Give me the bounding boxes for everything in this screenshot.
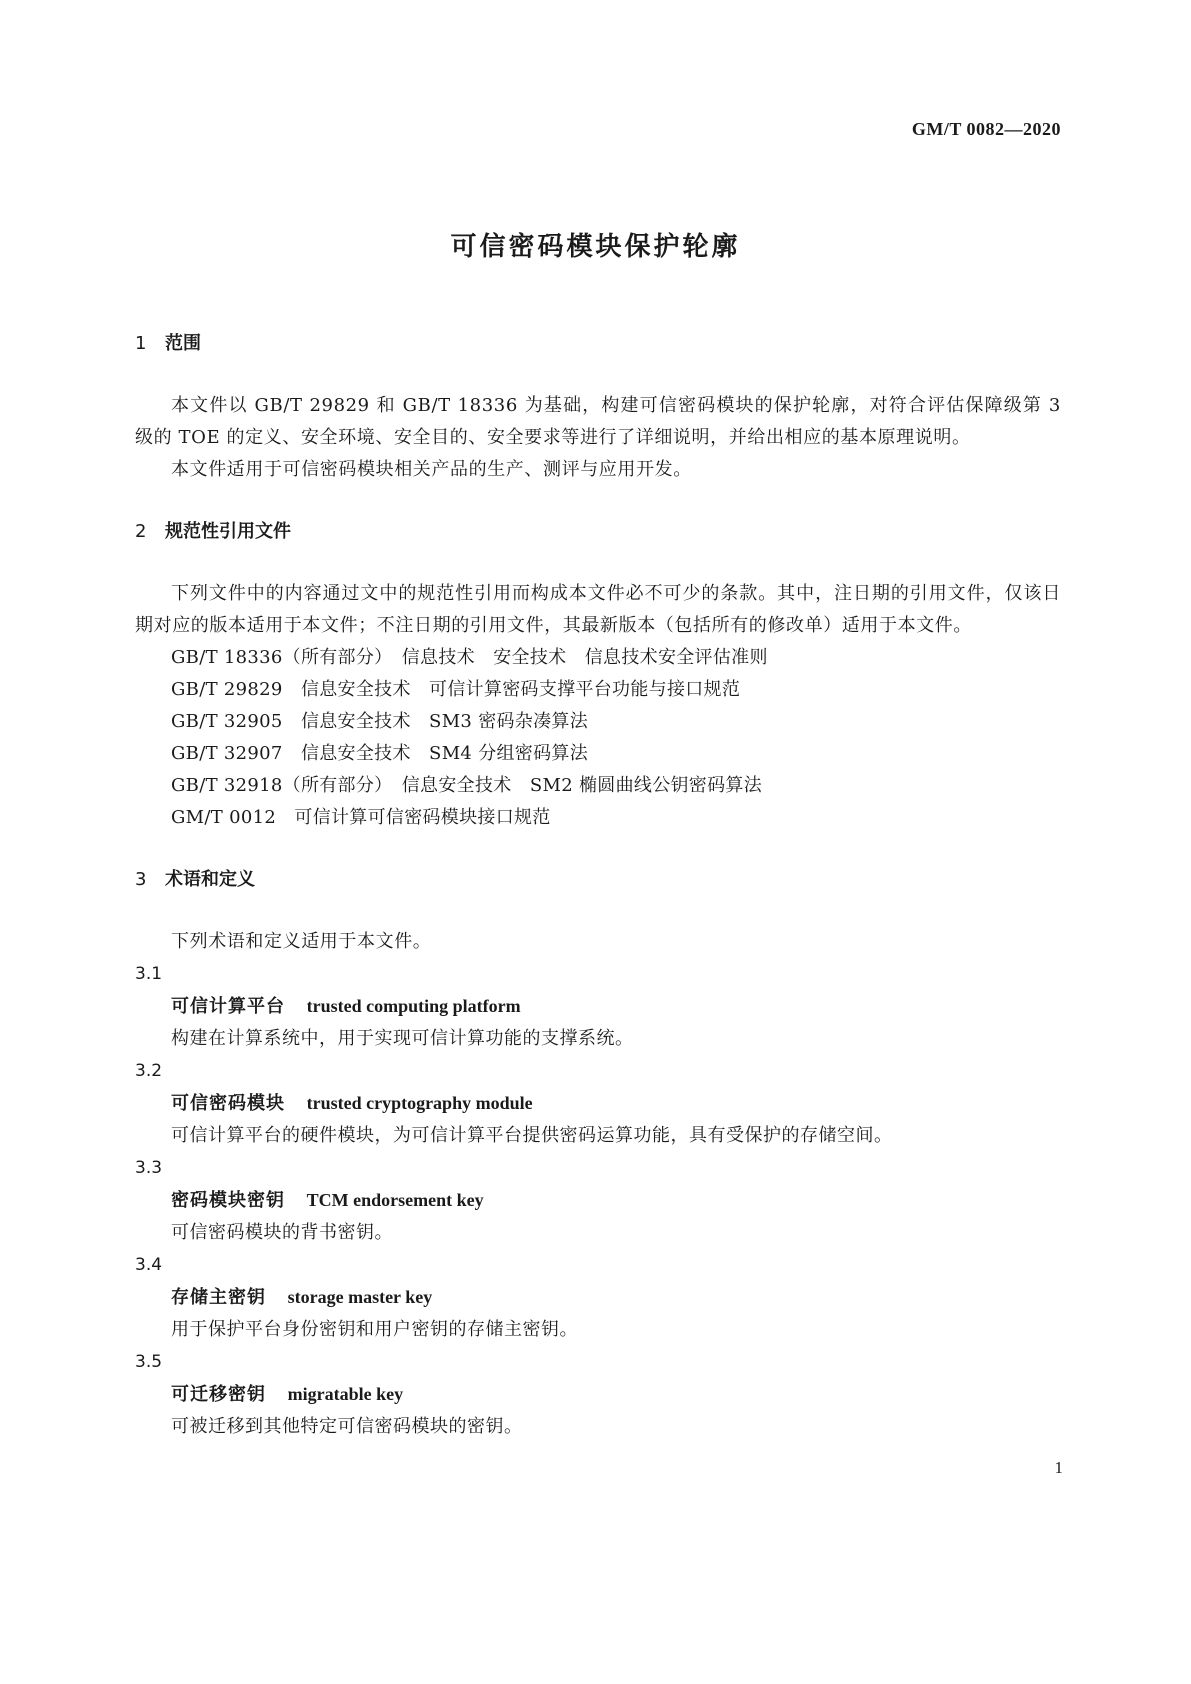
section-title: 术语和定义 (165, 869, 255, 890)
term-chinese: 可信密码模块 (171, 1093, 285, 1114)
reference-item: GB/T 32907 信息安全技术 SM4 分组密码算法 (171, 743, 588, 764)
term-definition: 构建在计算系统中，用于实现可信计算功能的支撑系统。 (171, 1028, 634, 1049)
section-number: 3 (135, 869, 147, 890)
term-english: trusted computing platform (306, 996, 521, 1016)
document-body (135, 328, 1061, 1443)
term-english: storage master key (287, 1287, 433, 1307)
term-heading (135, 1281, 1061, 1314)
term-number: 3.3 (135, 1158, 163, 1178)
term-heading (135, 1184, 1061, 1217)
term-english: TCM endorsement key (306, 1190, 484, 1210)
reference-item: GB/T 32918（所有部分） 信息安全技术 SM2 椭圆曲线公钥密码算法 (171, 775, 762, 796)
references-intro: 下列文件中的内容通过文中的规范性引用而构成本文件必不可少的条款。其中，注日期的引用文件，仅该日期对应的版本适用于本文件；不注日期的引用文件，其最新版本（包括所有的修改单）适用于本文件。 (135, 583, 1061, 636)
term-number: 3.5 (135, 1352, 163, 1372)
document-code: GM/T 0082—2020 (911, 119, 1061, 139)
term-definition: 用于保护平台身份密钥和用户密钥的存储主密钥。 (171, 1319, 578, 1340)
section-heading-normative-references (135, 516, 1061, 548)
section-title: 范围 (165, 333, 201, 354)
scope-paragraph: 本文件以 GB/T 29829 和 GB/T 18336 为基础，构建可信密码模块的保护轮廓，对符合评估保障级第 3 级的 TOE 的定义、安全环境、安全目的、安全要求等进行了详细说明，并给出相应的基本原理说明。 (135, 395, 1061, 448)
term-number: 3.4 (135, 1255, 163, 1275)
term-definition: 可信计算平台的硬件模块，为可信计算平台提供密码运算功能，具有受保护的存储空间。 (171, 1125, 893, 1146)
term-english: trusted cryptography module (306, 1093, 533, 1113)
reference-item: GB/T 29829 信息安全技术 可信计算密码支撑平台功能与接口规范 (171, 679, 741, 700)
term-chinese: 密码模块密钥 (171, 1190, 285, 1211)
term-definition: 可被迁移到其他特定可信密码模块的密钥。 (171, 1416, 523, 1437)
term-heading (135, 1087, 1061, 1120)
section-title: 规范性引用文件 (165, 521, 291, 542)
term-chinese: 可迁移密钥 (171, 1384, 266, 1405)
term-english: migratable key (287, 1384, 404, 1404)
term-chinese: 存储主密钥 (171, 1287, 266, 1308)
section-number: 1 (135, 333, 147, 354)
reference-item: GM/T 0012 可信计算可信密码模块接口规范 (171, 807, 551, 828)
term-number: 3.2 (135, 1061, 163, 1081)
section-heading-terms (135, 864, 1061, 896)
document-title: 可信密码模块保护轮廓 (450, 232, 741, 262)
term-heading (135, 1378, 1061, 1411)
reference-item: GB/T 32905 信息安全技术 SM3 密码杂凑算法 (171, 711, 588, 732)
section-number: 2 (135, 521, 147, 542)
term-chinese: 可信计算平台 (171, 996, 285, 1017)
page-number: 1 (1054, 1458, 1063, 1477)
term-number: 3.1 (135, 964, 163, 984)
section-heading-scope (135, 328, 1061, 360)
reference-item: GB/T 18336（所有部分） 信息技术 安全技术 信息技术安全评估准则 (171, 647, 768, 668)
terms-intro: 下列术语和定义适用于本文件。 (171, 931, 432, 952)
scope-paragraph: 本文件适用于可信密码模块相关产品的生产、测评与应用开发。 (171, 459, 692, 480)
term-definition: 可信密码模块的背书密钥。 (171, 1222, 393, 1243)
term-heading (135, 990, 1061, 1023)
